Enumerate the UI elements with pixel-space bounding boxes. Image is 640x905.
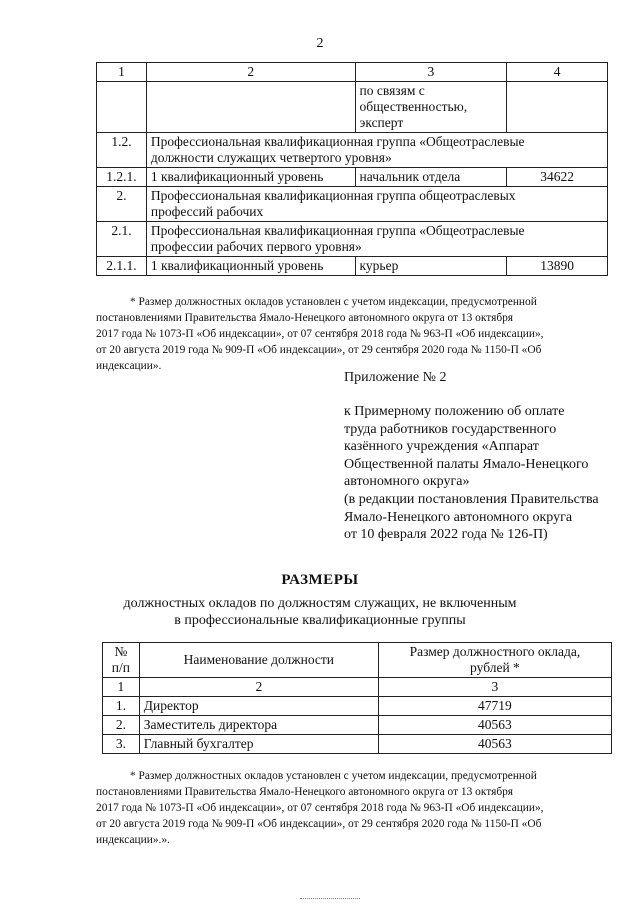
footnote-line: индексации». (96, 360, 162, 372)
position-name-cell: Директор (139, 697, 378, 716)
group-name-line: должности служащих четвертого уровня» (150, 150, 392, 165)
appendix-line: (в редакции постановления Правительства (344, 491, 599, 507)
column-numbers-row (103, 678, 612, 697)
header-name-cell: Наименование должности (139, 643, 378, 678)
footnote-line: постановлениями Правительства Ямало-Ненецкого автономного округа от 13 октября (96, 312, 514, 324)
subtitle-line: должностных окладов по должностям служащих, не включенным (123, 596, 517, 611)
group-name-cell (146, 133, 607, 168)
table-row (97, 82, 608, 133)
column-number-cell: 2 (139, 678, 378, 697)
appendix-line: от 10 февраля 2022 года № 126-П) (344, 527, 548, 543)
row-number-cell: 2. (103, 716, 140, 735)
footnote-line: индексации».». (96, 834, 170, 846)
section-title: РАЗМЕРЫ (281, 572, 359, 588)
group-name-cell (146, 222, 607, 257)
table-row (97, 222, 608, 257)
group-name-line: Профессиональная квалификационная группа «Общеотраслевые (150, 223, 525, 238)
appendix-line: труда работников государственного (344, 421, 557, 437)
table-row (97, 133, 608, 168)
header-number-cell (103, 643, 140, 678)
appendix-body (344, 403, 634, 544)
qualification-groups-table (96, 62, 608, 276)
header-line: Размер должностного оклада, (409, 644, 581, 659)
salary-cell (507, 82, 608, 133)
appendix-line: Ямало-Ненецкого автономного округа (344, 509, 573, 525)
column-number-cell: 3 (378, 678, 611, 697)
row-number-cell: 2. (97, 187, 147, 222)
salary-cell: 47719 (378, 697, 611, 716)
table-header-row (103, 643, 612, 678)
table-row (103, 697, 612, 716)
header-line: № (114, 644, 128, 659)
footnote-1 (96, 294, 618, 374)
salary-cell: 40563 (378, 735, 611, 754)
column-number-cell: 2 (146, 63, 355, 82)
salary-cell: 34622 (507, 168, 608, 187)
header-salary-cell (378, 643, 611, 678)
position-line: начальник отдела (359, 169, 461, 184)
appendix-line: казённого учреждения «Аппарат (344, 439, 539, 455)
footnote-line: от 20 августа 2019 года № 909-П «Об индексации», от 29 сентября 2020 года № 1150-П «Об (96, 344, 542, 356)
position-line: эксперт (359, 115, 404, 130)
footnote-line: постановлениями Правительства Ямало-Ненецкого автономного округа от 13 октября (96, 786, 514, 798)
appendix-line: Общественной палаты Ямало-Ненецкого (344, 456, 589, 472)
appendix-line: автономного округа» (344, 474, 470, 490)
footnote-line: 2017 года № 1073-П «Об индексации», от 07 сентября 2018 года № 963-П «Об индексации», (96, 802, 544, 814)
header-line: рублей * (470, 660, 520, 675)
table-row (97, 187, 608, 222)
table-row (97, 168, 608, 187)
column-number-cell: 1 (97, 63, 147, 82)
salary-table (102, 642, 612, 754)
table-row (97, 257, 608, 276)
position-name-cell: Главный бухгалтер (139, 735, 378, 754)
subtitle-line: в профессиональные квалификационные группы (174, 613, 466, 628)
row-number-cell (97, 82, 147, 133)
table-row (103, 735, 612, 754)
level-name-cell (146, 82, 355, 133)
appendix-title: Приложение № 2 (344, 370, 447, 385)
position-line: общественностью, (359, 99, 468, 114)
row-number-cell: 2.1. (97, 222, 147, 257)
row-number-cell: 3. (103, 735, 140, 754)
position-line: курьер (359, 258, 399, 273)
group-name-cell (146, 187, 607, 222)
group-name-line: профессий рабочих (150, 204, 264, 219)
group-name-line: Профессиональная квалификационная группа «Общеотраслевые (150, 134, 525, 149)
group-name-line: Профессиональная квалификационная группа общеотраслевых (150, 188, 516, 203)
position-cell (355, 257, 507, 276)
group-name-line: профессии рабочих первого уровня» (150, 239, 362, 254)
column-number-cell: 1 (103, 678, 140, 697)
row-number-cell: 1.2. (97, 133, 147, 168)
column-number-cell: 3 (355, 63, 507, 82)
level-name-cell: 1 квалификационный уровень (146, 257, 355, 276)
appendix-line: к Примерному положению об оплате (344, 404, 565, 419)
footnote-2 (96, 768, 618, 848)
position-name-cell: Заместитель директора (139, 716, 378, 735)
position-line: по связям с (359, 83, 425, 98)
page-number: 2 (316, 36, 324, 51)
table-header-row (97, 63, 608, 82)
scan-artifact (300, 898, 360, 900)
footnote-line: * Размер должностных окладов установлен с учетом индексации, предусмотренной (130, 770, 537, 782)
table-row (103, 716, 612, 735)
level-name-cell: 1 квалификационный уровень (146, 168, 355, 187)
column-number-cell: 4 (507, 63, 608, 82)
footnote-line: 2017 года № 1073-П «Об индексации», от 07 сентября 2018 года № 963-П «Об индексации», (96, 328, 544, 340)
row-number-cell: 1.2.1. (97, 168, 147, 187)
section-subtitle (0, 595, 640, 629)
salary-cell: 40563 (378, 716, 611, 735)
header-line: п/п (111, 660, 130, 675)
footnote-line: от 20 августа 2019 года № 909-П «Об индексации», от 29 сентября 2020 года № 1150-П «Об (96, 818, 542, 830)
row-number-cell: 1. (103, 697, 140, 716)
row-number-cell: 2.1.1. (97, 257, 147, 276)
position-cell (355, 168, 507, 187)
footnote-line: * Размер должностных окладов установлен с учетом индексации, предусмотренной (130, 296, 537, 308)
salary-cell: 13890 (507, 257, 608, 276)
position-cell (355, 82, 507, 133)
